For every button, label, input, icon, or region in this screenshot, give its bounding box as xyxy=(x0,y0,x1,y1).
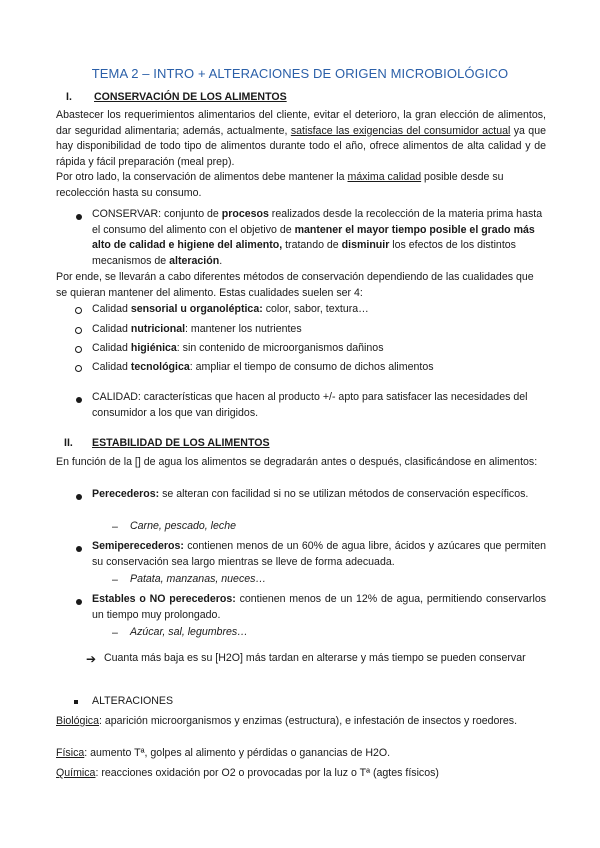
circle-bullet-icon xyxy=(75,307,82,314)
text-run: Calidad xyxy=(92,303,131,315)
underlined-text: máxima calidad xyxy=(347,171,422,183)
bold-text: alteración xyxy=(169,255,220,268)
section-title: ESTABILIDAD DE LOS ALIMENTOS xyxy=(92,437,270,449)
text-run: ya que hay disponibilidad de todo tipo de alimentos durante todo el año, ofrece alimentos de alta calidad y de rápida y fácil preparación (meal prep). xyxy=(56,124,546,169)
circle-bullet-icon xyxy=(75,365,82,372)
example-text: Patata, manzanas, nueces… xyxy=(130,573,267,585)
alteraciones-heading: ALTERACIONES xyxy=(92,695,174,707)
bold-text: disminuir xyxy=(341,239,390,252)
text-run: Calidad xyxy=(92,323,131,335)
text-run: Calidad xyxy=(92,361,131,373)
term-label: CONSERVAR xyxy=(92,208,159,220)
paragraph-en-funcion: En función de la [] de agua los alimentos se degradarán antes o después, clasificándose en alimentos: xyxy=(56,456,538,468)
quality-item xyxy=(92,302,546,318)
quality-item xyxy=(92,322,546,338)
text-run: : sin contenido de microorganismos dañinos xyxy=(176,342,384,354)
bullet-icon xyxy=(76,214,82,220)
bold-text: Semiperecederos: xyxy=(92,540,184,552)
bold-text: sensorial u organoléptica: xyxy=(130,303,263,315)
arrow-right-icon: ➔ xyxy=(86,652,97,666)
paragraph-otro-lado xyxy=(56,170,546,201)
text-run: se alteran con facilidad si no se utilizan métodos de conservación específicos. xyxy=(159,488,529,500)
bullet-calidad: CALIDAD: características que hacen al producto +/- apto para satisfacer las necesidades del consumidor a los que van dirigidos. xyxy=(92,391,528,419)
alteracion-fisica xyxy=(56,746,546,762)
example-text: Azúcar, sal, legumbres… xyxy=(130,626,248,638)
text-run: Por otro lado, la conservación de alimentos debe mantener la xyxy=(56,171,348,183)
paragraph-abastecer xyxy=(56,108,546,171)
bullet-icon xyxy=(76,397,82,403)
quality-item xyxy=(92,360,546,376)
text-run: : conjunto de xyxy=(158,208,222,220)
bold-text: higiénica xyxy=(130,342,177,354)
bullet-icon xyxy=(76,494,82,500)
circle-bullet-icon xyxy=(75,327,82,334)
text-run: . xyxy=(219,255,223,268)
quality-item xyxy=(92,341,546,357)
stability-item-estables xyxy=(92,592,546,623)
circle-bullet-icon xyxy=(75,346,82,353)
text-run: : mantener los nutrientes xyxy=(185,323,302,335)
bullet-conservar xyxy=(92,207,546,270)
text-run: Abastecer los requerimientos alimentarios del cliente, evitar el deterioro, la gran elección de alimentos, dar seguridad alimentaria; además, actualmente, xyxy=(56,109,546,137)
stability-item-semiperecederos xyxy=(92,539,546,570)
text-run: contienen menos de un 60% de agua libre, ácidos y azúcares que permiten su conservación sea largo mientras se lleve de forma adecuada. xyxy=(92,540,546,568)
underlined-term: Física xyxy=(56,747,85,759)
dash-marker: – xyxy=(112,521,118,533)
bold-text: Perecederos: xyxy=(92,488,160,500)
square-bullet-icon xyxy=(74,700,78,704)
text-run: tratando de xyxy=(282,239,342,252)
bold-text: nutricional xyxy=(130,323,186,335)
stability-item-perecederos xyxy=(92,487,546,503)
text-run: : aumento Tª, golpes al alimento y pérdidas o ganancias de H2O. xyxy=(84,747,391,759)
section-title: CONSERVACIÓN DE LOS ALIMENTOS xyxy=(94,91,287,103)
text-run: contienen menos de un 12% de agua, permitiendo conservarlos un tiempo muy prolongado. xyxy=(92,593,547,621)
text-run: los efectos de los distintos mecanismos de xyxy=(92,239,516,268)
section-number: I. xyxy=(66,91,72,103)
bullet-icon xyxy=(76,599,82,605)
text-run: color, sabor, textura… xyxy=(262,303,369,315)
text-run: Calidad xyxy=(92,342,131,354)
document-title: TEMA 2 – INTRO + ALTERACIONES DE ORIGEN MICROBIOLÓGICO xyxy=(91,66,509,81)
section-number: II. xyxy=(64,437,73,449)
text-run: realizados desde la recolección de la materia prima hasta el consumo del alimento con el objetivo de xyxy=(92,208,543,236)
bold-text: tecnológica xyxy=(130,361,190,373)
underlined-text: satisface las exigencias del consumidor actual xyxy=(290,124,511,137)
example-text: Carne, pescado, leche xyxy=(130,520,237,532)
alteracion-biologica xyxy=(56,714,546,730)
text-run: : ampliar el tiempo de consumo de dichos alimentos xyxy=(189,361,434,373)
arrow-note: Cuanta más baja es su [H2O] más tardan en alterarse y más tiempo se pueden conservar xyxy=(104,652,526,664)
section-heading-conservacion xyxy=(66,90,366,104)
text-run: : aparición microorganismos y enzimas (estructura), e infestación de insectos y roedores. xyxy=(99,715,518,727)
bold-text: procesos xyxy=(221,208,269,220)
bold-text: mantener el mayor tiempo posible el grado más alto de calidad e higiene del alimento, xyxy=(92,223,535,252)
dash-marker: – xyxy=(112,574,118,586)
alteracion-quimica xyxy=(56,766,546,782)
underlined-term: Biológica xyxy=(56,715,99,727)
bullet-icon xyxy=(76,546,82,552)
paragraph-por-ende: Por ende, se llevarán a cabo diferentes métodos de conservación dependiendo de las cualidades que se quieran mantener del alimento. Estas cualidades suelen ser 4: xyxy=(56,271,534,299)
dash-marker: – xyxy=(112,627,118,639)
text-run: posible desde su recolección hasta su consumo. xyxy=(56,171,504,199)
text-run: : reacciones oxidación por O2 o provocadas por la luz o Tª (agtes físicos) xyxy=(95,767,439,779)
underlined-term: Química xyxy=(56,767,96,779)
bold-text: Estables o NO perecederos: xyxy=(92,593,236,605)
section-heading-estabilidad xyxy=(64,436,364,450)
